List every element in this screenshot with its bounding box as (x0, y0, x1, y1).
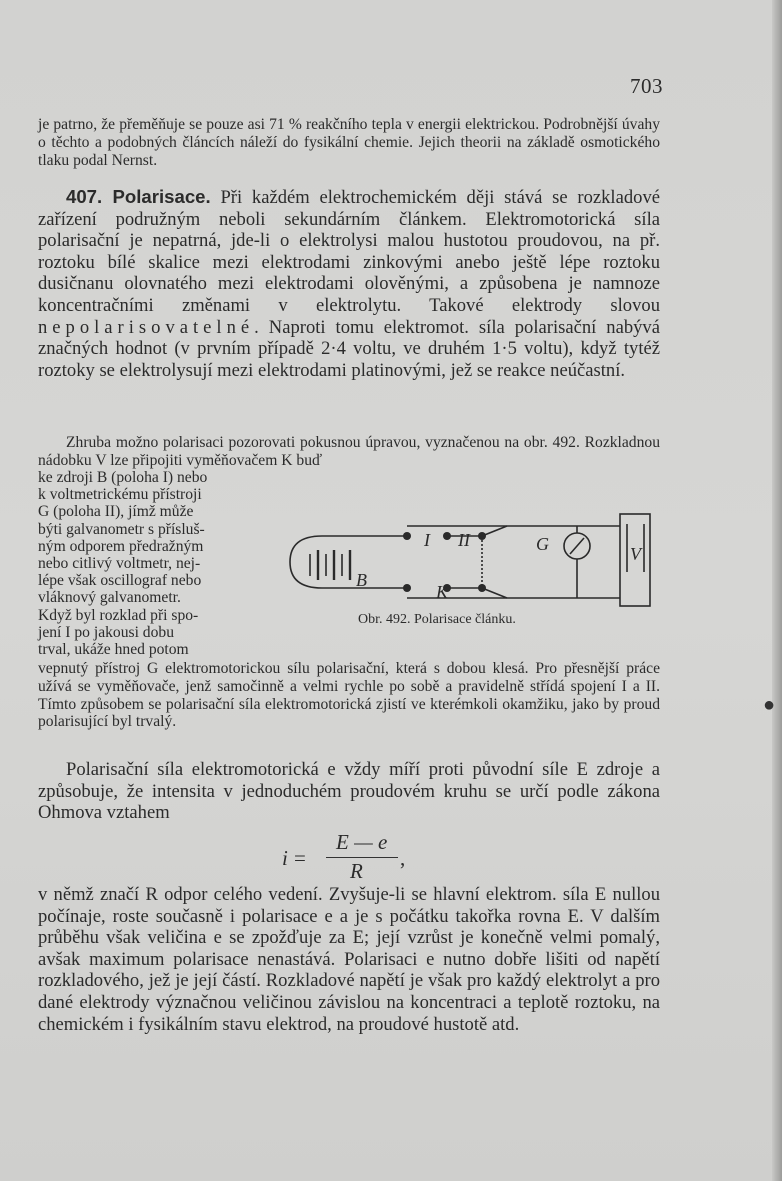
formula-numerator: E — e (336, 830, 388, 854)
wrap-line: Když byl rozklad při spo- (38, 606, 199, 624)
small-paragraph-rest: vepnutý přístroj G elektromotorickou sílu polarisační, která s dobou klesá. Pro přesnější práce užívá se vyměňovače, jenž samočinně a velmi rychle po sobě a pravidelně střídá spojení I a II. Tímto způsobem se polarisační síla elektromotorická zjistí ve kterémkoli okamžiku, jako by proud polarisující byl trvalý. (38, 660, 660, 731)
figure-caption: Obr. 492. Polarisace článku. (358, 612, 516, 627)
label-switch: K (436, 582, 449, 602)
section-text: Při každém elektrochemickém ději stává se rozkladové zařízení podružným neboli sekundárním článkem. Elektromotorická síla polarisační je nepatrná, jde-li o elektrolysi malou hustotou proudovou, na př. roztoku bílé skalice mezi elektrodami zinkovými anebo ještě lépe roztoku dusičnanu olovnatého mezi elektrodami olověnými, a způsobena je namnoze koncentračními změnami v elektrolytu. Takové elektrody slovou (38, 187, 660, 316)
section-text-2: . Naproti tomu elektromot. síla polarisační nabývá značných hodnot (v prvním případě 2·4 voltu, ve druhém 1·5 voltu), když tytéž roztoky se elektrolysují mezi elektrodami platinovými, jež se reakce neúčastní. (38, 316, 660, 381)
wrap-line: jení I po jakousi dobu (38, 623, 174, 641)
intro-paragraph: je patrno, že přeměňuje se pouze asi 71 % reakčního tepla v energii elektrickou. Podrobnější úvahy o těchto a podobných článcích náleží do fysikální chemie. Jejich theorii na základě osmotického tlaku podal Nernst. (38, 116, 660, 169)
wrap-line: ným odporem předražným (38, 537, 204, 555)
page-edge (772, 0, 782, 1181)
label-position-II: II (458, 530, 470, 550)
paragraph-after: Polarisační síla elektromotorická e vždy míří proti původní síle E zdroje a způsobuje, že intensita v jednoduchém proudovém kruhu se určí podle zákona Ohmova vztahem (38, 759, 660, 824)
small-paragraph-top: Zhruba možno polarisaci pozorovati pokusnou úpravou, vyznačenou na obr. 492. Rozkladnou nádobku V lze připojiti vyměňovačem K buď (38, 434, 660, 469)
label-galvanometer: G (536, 534, 549, 554)
wrap-line: k voltmetrickému přístroji (38, 486, 202, 504)
circuit-figure (282, 506, 672, 612)
wrap-line: lépe však oscillograf nebo (38, 572, 202, 590)
label-battery: B (356, 570, 367, 590)
wrapped-text (38, 469, 280, 658)
margin-dot: ● (763, 694, 776, 716)
wrap-line: G (poloha II), jímž může (38, 503, 194, 521)
wrap-line: ke zdroji B (poloha I) nebo (38, 469, 208, 486)
section-heading: 407. Polarisace. (66, 186, 211, 207)
fraction-bar (326, 857, 398, 858)
ohm-formula (270, 826, 430, 883)
section-407 (38, 186, 660, 381)
wrap-line: trval, ukáže hned potom (38, 641, 189, 659)
formula-comma: , (400, 846, 406, 870)
label-vessel: V (630, 544, 641, 564)
label-position-I: I (424, 530, 430, 550)
spaced-term: nepolarisovatelné (38, 316, 255, 338)
paragraph-final: v němž značí R odpor celého vedení. Zvyšuje-li se hlavní elektrom. síla E nullou počínaje, roste současně i polarisace e a je s počátku takořka rovna E. V dalším průběhu však veličina e se zpožďuje za E; její vzrůst je konečně velmi pomalý, avšak maximum polarisace nenastává. Polarisaci e nutno dobře lišiti od napětí rozkladového, jež je její částí. Rozkladové napětí je však pro každý elektrolyt a pro dané elektrody význačnou veličinou závislou na koncentraci a teplotě roztoku, na chemickém i fysikálním stavu elektrod, na proudové hustotě atd. (38, 884, 660, 1035)
wrap-line: vláknový galvanometr. (38, 589, 181, 607)
formula-equals: = (294, 846, 306, 870)
wrap-line: nebo citlivý voltmetr, nej- (38, 555, 201, 573)
wrap-line: býti galvanometr s přísluš- (38, 520, 205, 538)
formula-lhs: i (282, 846, 288, 870)
page-number: 703 (630, 74, 663, 98)
formula-denominator: R (350, 859, 363, 883)
